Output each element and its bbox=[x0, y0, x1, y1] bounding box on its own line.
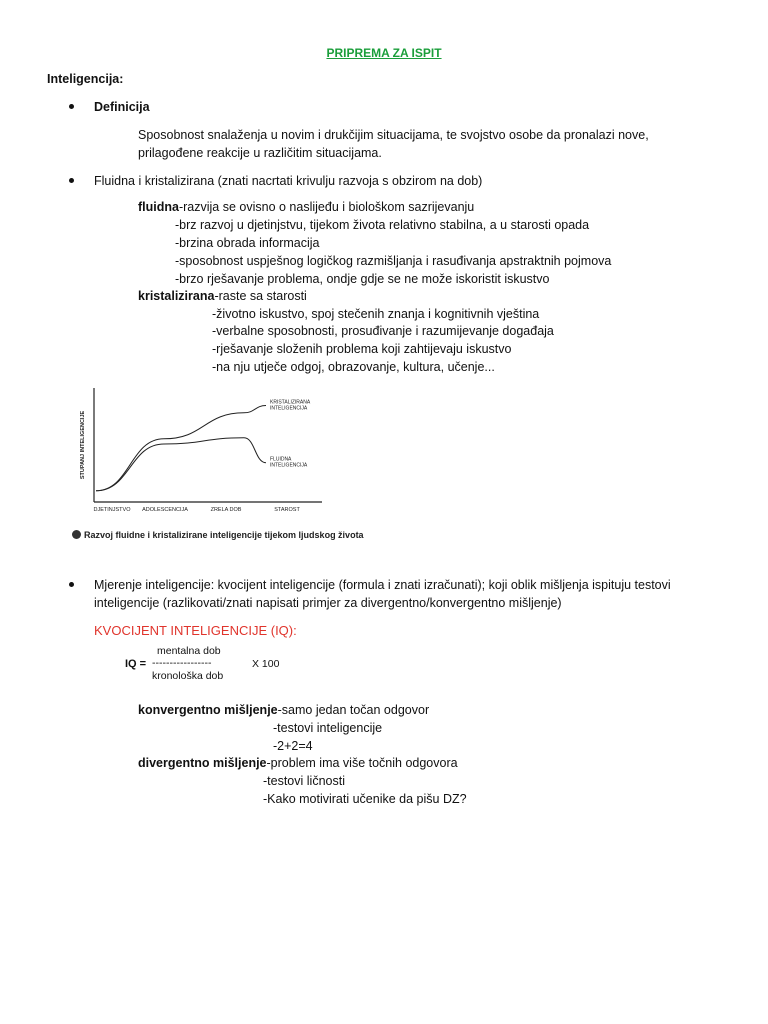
series-line bbox=[96, 438, 266, 491]
convergent-desc: -samo jedan točan odgovor bbox=[277, 703, 430, 717]
divergent-item: -testovi ličnosti bbox=[263, 774, 345, 788]
y-axis-label: STUPANJ INTELIGENCIJE bbox=[80, 410, 86, 480]
x-tick-label: ADOLESCENCIJA bbox=[142, 507, 188, 513]
series-label: INTELIGENCIJA bbox=[270, 405, 308, 412]
bullet-dot bbox=[69, 582, 74, 587]
formula-denominator: kronološka dob bbox=[152, 670, 224, 682]
x-tick-label: STAROST bbox=[274, 507, 300, 513]
fluidna-item: -brz razvoj u djetinjstvu, tijekom života relativno stabilna, a u starosti opada bbox=[175, 218, 590, 232]
measurement-line1: Mjerenje inteligencije: kvocijent inteligencije (formula i znati izračunati); koji oblik mišljenja ispituju testovi bbox=[94, 578, 671, 592]
kristalizirana-desc: -raste sa starosti bbox=[214, 289, 307, 303]
definition-text-line1: Sposobnost snalaženja u novim i drukčijim situacijama, te svojstvo osobe da pronalazi nove, bbox=[138, 128, 649, 142]
intelligence-chart bbox=[72, 384, 334, 544]
fluid-crystal-heading: Fluidna i kristalizirana (znati nacrtati krivulju razvoja s obzirom na dob) bbox=[94, 174, 483, 188]
iq-heading: KVOCIJENT INTELIGENCIJE (IQ): bbox=[94, 623, 297, 638]
fluidna-item: -sposobnost uspješnog logičkog razmišljanja i rasuđivanja apstraktnih pojmova bbox=[175, 254, 612, 268]
page-title: PRIPREMA ZA ISPIT bbox=[326, 46, 442, 60]
kristal-item: -rješavanje složenih problema koji zahtijevaju iskustvo bbox=[212, 342, 512, 356]
convergent-item: -testovi inteligencije bbox=[273, 721, 383, 735]
intelligence-chart-svg bbox=[72, 384, 334, 524]
section-heading: Inteligencija: bbox=[47, 72, 124, 86]
kristalizirana-line bbox=[138, 287, 307, 305]
series-label: INTELIGENCIJA bbox=[270, 462, 308, 469]
chart-caption-text: Razvoj fluidne i kristalizirane inteligencije tijekom ljudskog života bbox=[84, 530, 364, 540]
x-tick-label: ZRELA DOB bbox=[210, 507, 242, 513]
fluidna-line bbox=[138, 198, 474, 216]
bullet-dot bbox=[69, 178, 74, 183]
caption-bullet-icon bbox=[72, 530, 81, 539]
divergent-item: -Kako motivirati učenike da pišu DZ? bbox=[263, 792, 467, 806]
formula-dashes: ----------------- bbox=[152, 657, 212, 669]
fluidna-item: -brzo rješavanje problema, ondje gdje se ne može iskoristit iskustvo bbox=[175, 272, 550, 286]
divergent-line bbox=[138, 754, 458, 772]
iq-formula bbox=[125, 640, 295, 686]
kristal-item: -na nju utječe odgoj, obrazovanje, kultura, učenje... bbox=[212, 360, 495, 374]
convergent-label: konvergentno mišljenje bbox=[138, 703, 278, 717]
formula-lhs: IQ = bbox=[125, 658, 147, 670]
definition-text-line2: prilagođene reakcije u različitim situacijama. bbox=[138, 146, 382, 160]
convergent-line bbox=[138, 701, 429, 719]
fluidna-item: -brzina obrada informacija bbox=[175, 236, 320, 250]
chart-caption bbox=[72, 526, 364, 544]
series-label: KRISTALIZIRANA bbox=[270, 399, 311, 406]
fluidna-desc: -razvija se ovisno o naslijeđu i biološkom sazrijevanju bbox=[178, 200, 475, 214]
divergent-label: divergentno mišljenje bbox=[138, 756, 267, 770]
x-tick-label: DJETINJSTVO bbox=[93, 507, 131, 513]
fluidna-label: fluidna bbox=[138, 200, 179, 214]
measurement-line2: inteligencije (razlikovati/znati napisati primjer za divergentno/konvergentno mišljenje) bbox=[94, 596, 562, 610]
definition-heading: Definicija bbox=[94, 100, 150, 114]
kristal-item: -verbalne sposobnosti, prosuđivanje i razumijevanje događaja bbox=[212, 324, 554, 338]
kristal-item: -životno iskustvo, spoj stečenih znanja i kognitivnih vještina bbox=[212, 307, 540, 321]
convergent-item: -2+2=4 bbox=[273, 739, 313, 753]
formula-numerator: mentalna dob bbox=[157, 645, 221, 657]
kristalizirana-label: kristalizirana bbox=[138, 289, 215, 303]
formula-times: X 100 bbox=[252, 658, 280, 670]
bullet-dot bbox=[69, 104, 74, 109]
series-label: FLUIDNA bbox=[270, 456, 292, 463]
divergent-desc: -problem ima više točnih odgovora bbox=[266, 756, 458, 770]
